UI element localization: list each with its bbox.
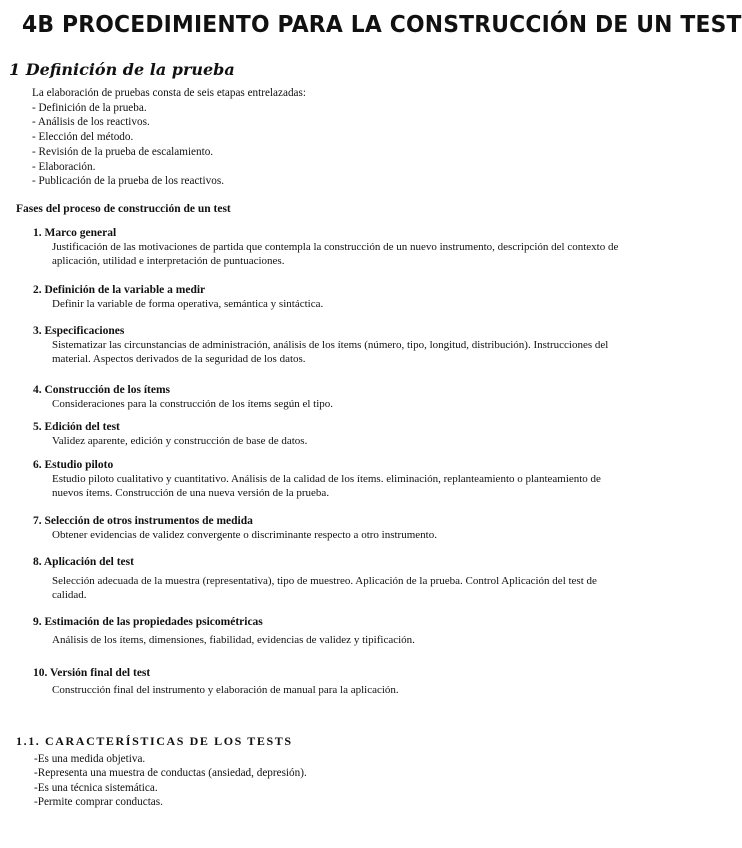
phase-step bbox=[33, 324, 633, 366]
intro-block bbox=[32, 86, 632, 189]
section-heading-caracteristicas: 1.1. CARACTERÍSTICAS DE LOS TESTS bbox=[16, 734, 293, 748]
stage-item: - Revisión de la prueba de escalamiento. bbox=[32, 145, 214, 158]
characteristics-list bbox=[34, 752, 634, 810]
phase-step bbox=[33, 514, 633, 543]
phase-step-description: Estudio piloto cualitativo y cuantitativo. Análisis de la calidad de los ítems. eliminación, replanteamiento o planteamiento de nuevos ítems. Construcción de una nueva versión de la prueba. bbox=[52, 473, 601, 499]
phases-heading: Fases del proceso de construcción de un test bbox=[16, 203, 231, 215]
phase-step-title: 9. Estimación de las propiedades psicométricas bbox=[33, 616, 263, 628]
phase-step-title: 8. Aplicación del test bbox=[33, 556, 134, 568]
phase-step bbox=[33, 666, 633, 698]
phase-step-description: Sistematizar las circunstancias de administración, análisis de los ítems (número, tipo, longitud, distribución). Instrucciones del material. Aspectos derivados de la seguridad de los datos. bbox=[52, 339, 609, 365]
phase-step-title: 4. Construcción de los ítems bbox=[33, 384, 171, 396]
phase-step-description: Justificación de las motivaciones de partida que contempla la construcción de un nuevo instrumento, descripción del contexto de aplicación, utilidad e interpretación de puntuaciones. bbox=[52, 241, 619, 267]
list-item: -Es una medida objetiva. bbox=[34, 753, 146, 765]
list-item: -Es una técnica sistemática. bbox=[34, 781, 158, 794]
phase-step bbox=[33, 226, 633, 268]
phase-step-title: 10. Versión final del test bbox=[33, 667, 151, 679]
phase-step-description: Selección adecuada de la muestra (representativa), tipo de muestreo. Aplicación de la prueba. Control Aplicación del test de calidad. bbox=[52, 575, 597, 601]
stage-item: - Publicación de la prueba de los reactivos. bbox=[32, 175, 224, 188]
phase-step-description: Obtener evidencias de validez convergente o discriminante respecto a otro instrumento. bbox=[52, 529, 437, 541]
phase-step-title: 6. Estudio piloto bbox=[33, 459, 114, 471]
stage-item: - Análisis de los reactivos. bbox=[32, 116, 150, 129]
phase-step bbox=[33, 458, 633, 500]
phase-step-description: Consideraciones para la construcción de los ítems según el tipo. bbox=[52, 398, 334, 410]
phase-step bbox=[33, 555, 633, 602]
stage-item: - Definición de la prueba. bbox=[32, 101, 147, 114]
phase-step bbox=[33, 615, 633, 648]
intro-text: La elaboración de pruebas consta de seis etapas entrelazadas: bbox=[32, 87, 306, 99]
phase-step-title: 5. Edición del test bbox=[33, 421, 120, 433]
phase-step-title: 3. Especificaciones bbox=[33, 325, 125, 337]
list-item: -Representa una muestra de conductas (ansiedad, depresión). bbox=[34, 767, 307, 780]
phase-step-title: 7. Selección de otros instrumentos de medida bbox=[33, 515, 253, 527]
stage-item: - Elección del método. bbox=[32, 131, 134, 144]
phase-step-description: Definir la variable de forma operativa, semántica y sintáctica. bbox=[52, 298, 324, 310]
phase-step bbox=[33, 420, 633, 449]
phase-step-description: Construcción final del instrumento y elaboración de manual para la aplicación. bbox=[52, 684, 399, 696]
phase-step bbox=[33, 283, 633, 312]
section-heading-definicion: 1 Definición de la prueba bbox=[9, 60, 235, 79]
stage-item: - Elaboración. bbox=[32, 160, 96, 173]
phase-step-title: 2. Definición de la variable a medir bbox=[33, 284, 206, 296]
phase-step-title: 1. Marco general bbox=[33, 227, 117, 239]
phase-step bbox=[33, 383, 633, 412]
phase-step-description: Validez aparente, edición y construcción de base de datos. bbox=[52, 435, 308, 447]
list-item: -Permite comprar conductas. bbox=[34, 796, 163, 809]
phase-step-description: Análisis de los ítems, dimensiones, fiabilidad, evidencias de validez y tipificación. bbox=[52, 634, 415, 646]
page-title: 4B PROCEDIMIENTO PARA LA CONSTRUCCIÓN DE UN TEST bbox=[22, 12, 742, 38]
